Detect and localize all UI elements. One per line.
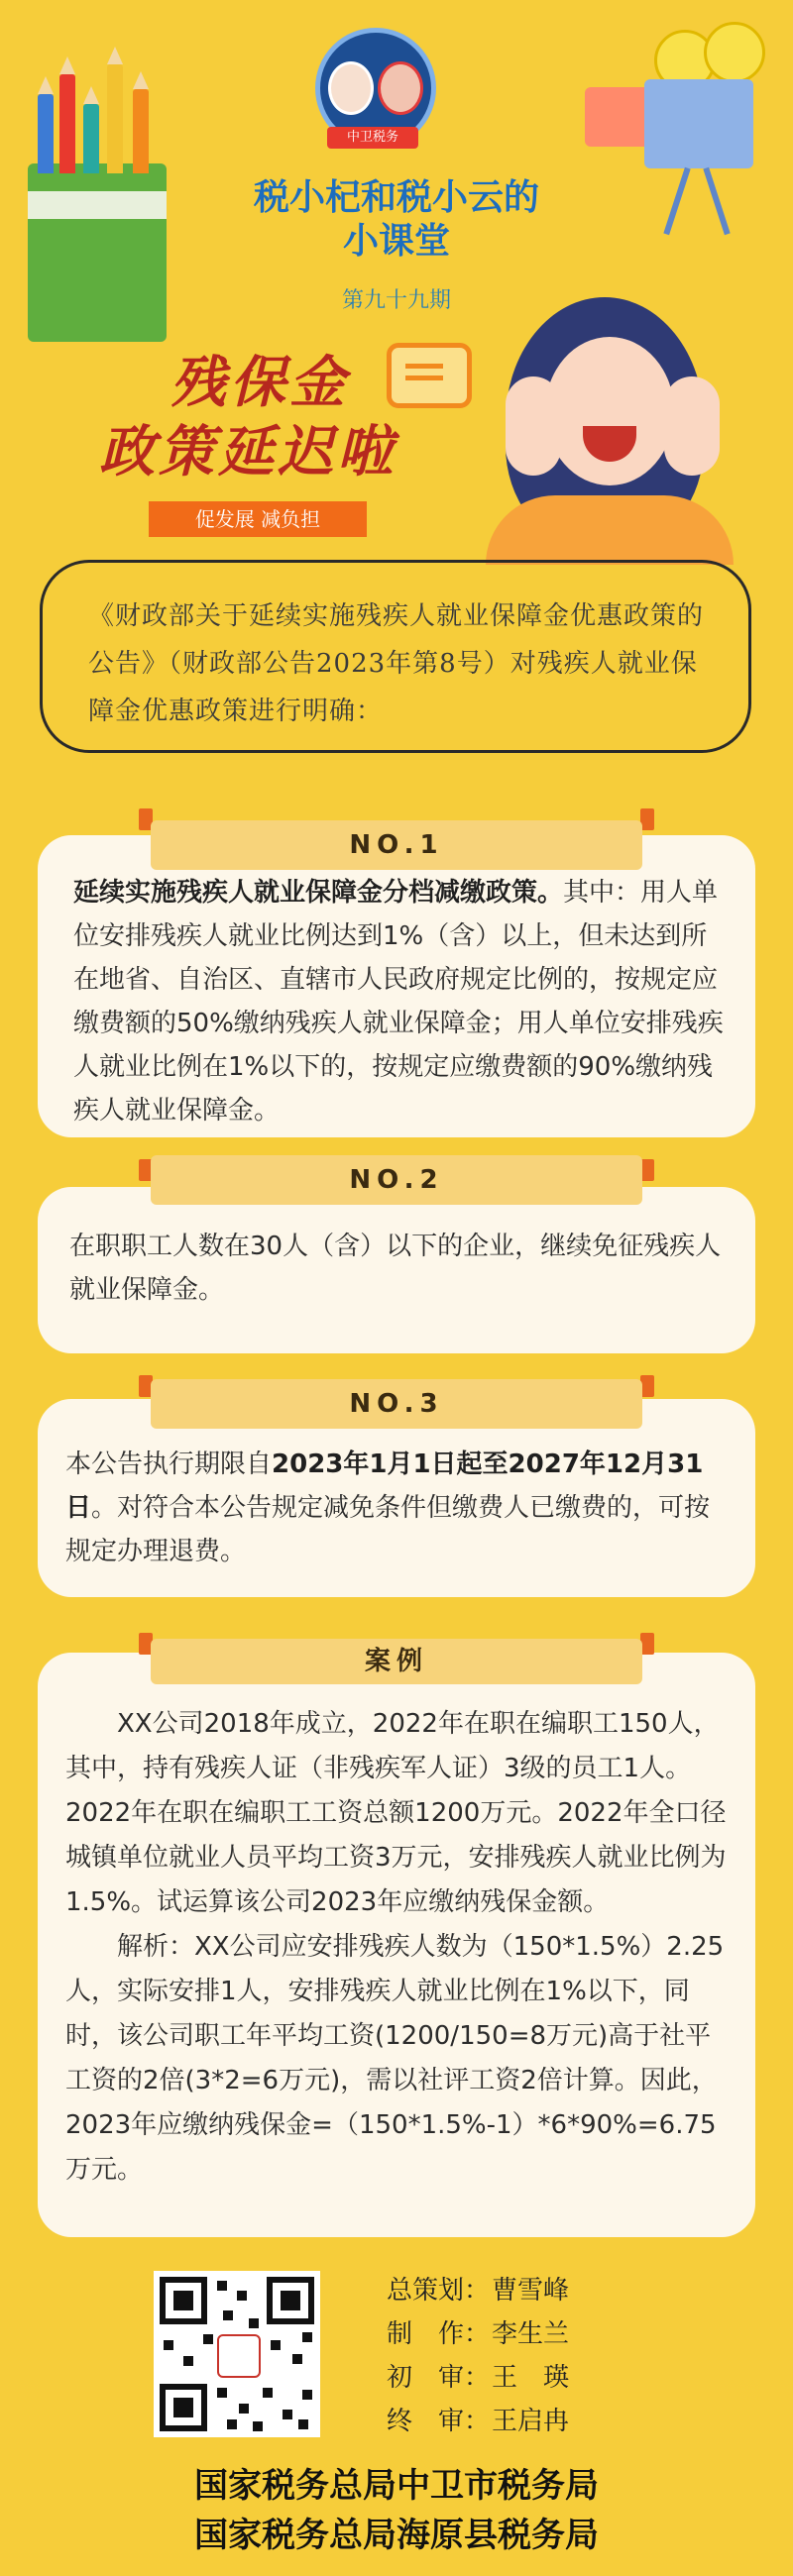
title-line-1: 税小杞和税小云的 xyxy=(253,177,539,218)
credit-planner: 总策划：曹雪峰 xyxy=(387,2276,570,2306)
organization-line-1: 国家税务总局中卫市税务局 xyxy=(194,2466,599,2506)
headline-line-2: 政策延迟啦 xyxy=(99,420,396,484)
page-title xyxy=(178,176,615,264)
section-card-2 xyxy=(38,1187,755,1353)
case-tab: 案例 xyxy=(151,1639,642,1684)
section-1-tab: NO.1 xyxy=(151,820,642,870)
credit-first-review: 初 审：王 瑛 xyxy=(387,2363,570,2393)
tagline-banner: 促发展 减负担 xyxy=(149,501,367,537)
section-card-1 xyxy=(38,835,755,1137)
pencil-cup-illustration xyxy=(28,163,167,342)
section-card-3 xyxy=(38,1399,755,1597)
credit-producer: 制 作：李生兰 xyxy=(387,2319,570,2349)
chat-bubble-icon xyxy=(387,343,472,408)
section-3-text-b: 。对符合本公告规定减免条件但缴费人已缴费的，可按规定办理退费。 xyxy=(65,1493,711,1566)
case-card xyxy=(38,1653,755,2237)
issue-number: 第九十九期 xyxy=(341,288,451,313)
section-3-dates: 2023年1月1日起至2027年12月31日 xyxy=(65,1449,704,1523)
qr-code[interactable] xyxy=(154,2271,320,2437)
credit-final-review: 终 审：王启冉 xyxy=(387,2407,570,2436)
shouting-woman-illustration xyxy=(466,297,763,565)
credits-list xyxy=(387,2269,743,2443)
badge-label: 中卫税务 xyxy=(327,127,418,149)
section-3-tab: NO.3 xyxy=(151,1379,642,1429)
title-line-2: 小课堂 xyxy=(342,221,450,262)
section-2-text: 在职职工人数在30人（含）以下的企业，继续免征残疾人就业保障金。 xyxy=(69,1232,722,1305)
tab-ear-right xyxy=(640,1633,654,1655)
section-3-text-a: 本公告执行期限自 xyxy=(65,1449,273,1479)
tab-ear-right xyxy=(640,808,654,830)
tab-ear-right xyxy=(640,1159,654,1181)
intro-box: 《财政部关于延续实施残疾人就业保障金优惠政策的公告》（财政部公告2023年第8号）对残疾人就业保障金优惠政策进行明确： xyxy=(40,560,751,753)
section-2-tab: NO.2 xyxy=(151,1155,642,1205)
movie-camera-illustration xyxy=(585,40,773,208)
case-paragraph-1: XX公司2018年成立，2022年在职在编职工150人，其中，持有残疾人证（非残疾军人证）3级的员工1人。2022年在职在编职工工资总额1200万元。2022年全口径城镇单位就业人员平均工资3万元，安排残疾人就业比例为1.5%。试运算该公司2023年应缴纳残保金额。 xyxy=(65,1709,727,1917)
case-paragraph-2: 解析：XX公司应安排残疾人数为（150*1.5%）2.25人，实际安排1人，安排残疾人就业比例在1%以下，同时，该公司职工年平均工资(1200/150=8万元)高于社平工资的2倍(3*2=6万元)，需以社评工资2倍计算。因此，2023年应缴纳残保金=（150*1.5%-1）*6*90%=6.75万元。 xyxy=(65,1932,725,2185)
headline-line-1: 残保金 xyxy=(170,351,349,415)
tab-ear-right xyxy=(640,1375,654,1397)
tax-logo-icon xyxy=(217,2334,261,2378)
organization-line-2: 国家税务总局海原县税务局 xyxy=(194,2516,599,2555)
section-1-lead: 延续实施残疾人就业保障金分档减缴政策。 xyxy=(73,878,564,908)
section-1-text: 其中：用人单位安排残疾人就业比例达到1%（含）以上，但未达到所在地省、自治区、直辖市人民政府规定比例的，按规定应缴费额的50%缴纳残疾人就业保障金；用人单位安排残疾人就业比例在1%以下的，按规定应缴费额的90%缴纳残疾人就业保障金。 xyxy=(73,878,724,1126)
